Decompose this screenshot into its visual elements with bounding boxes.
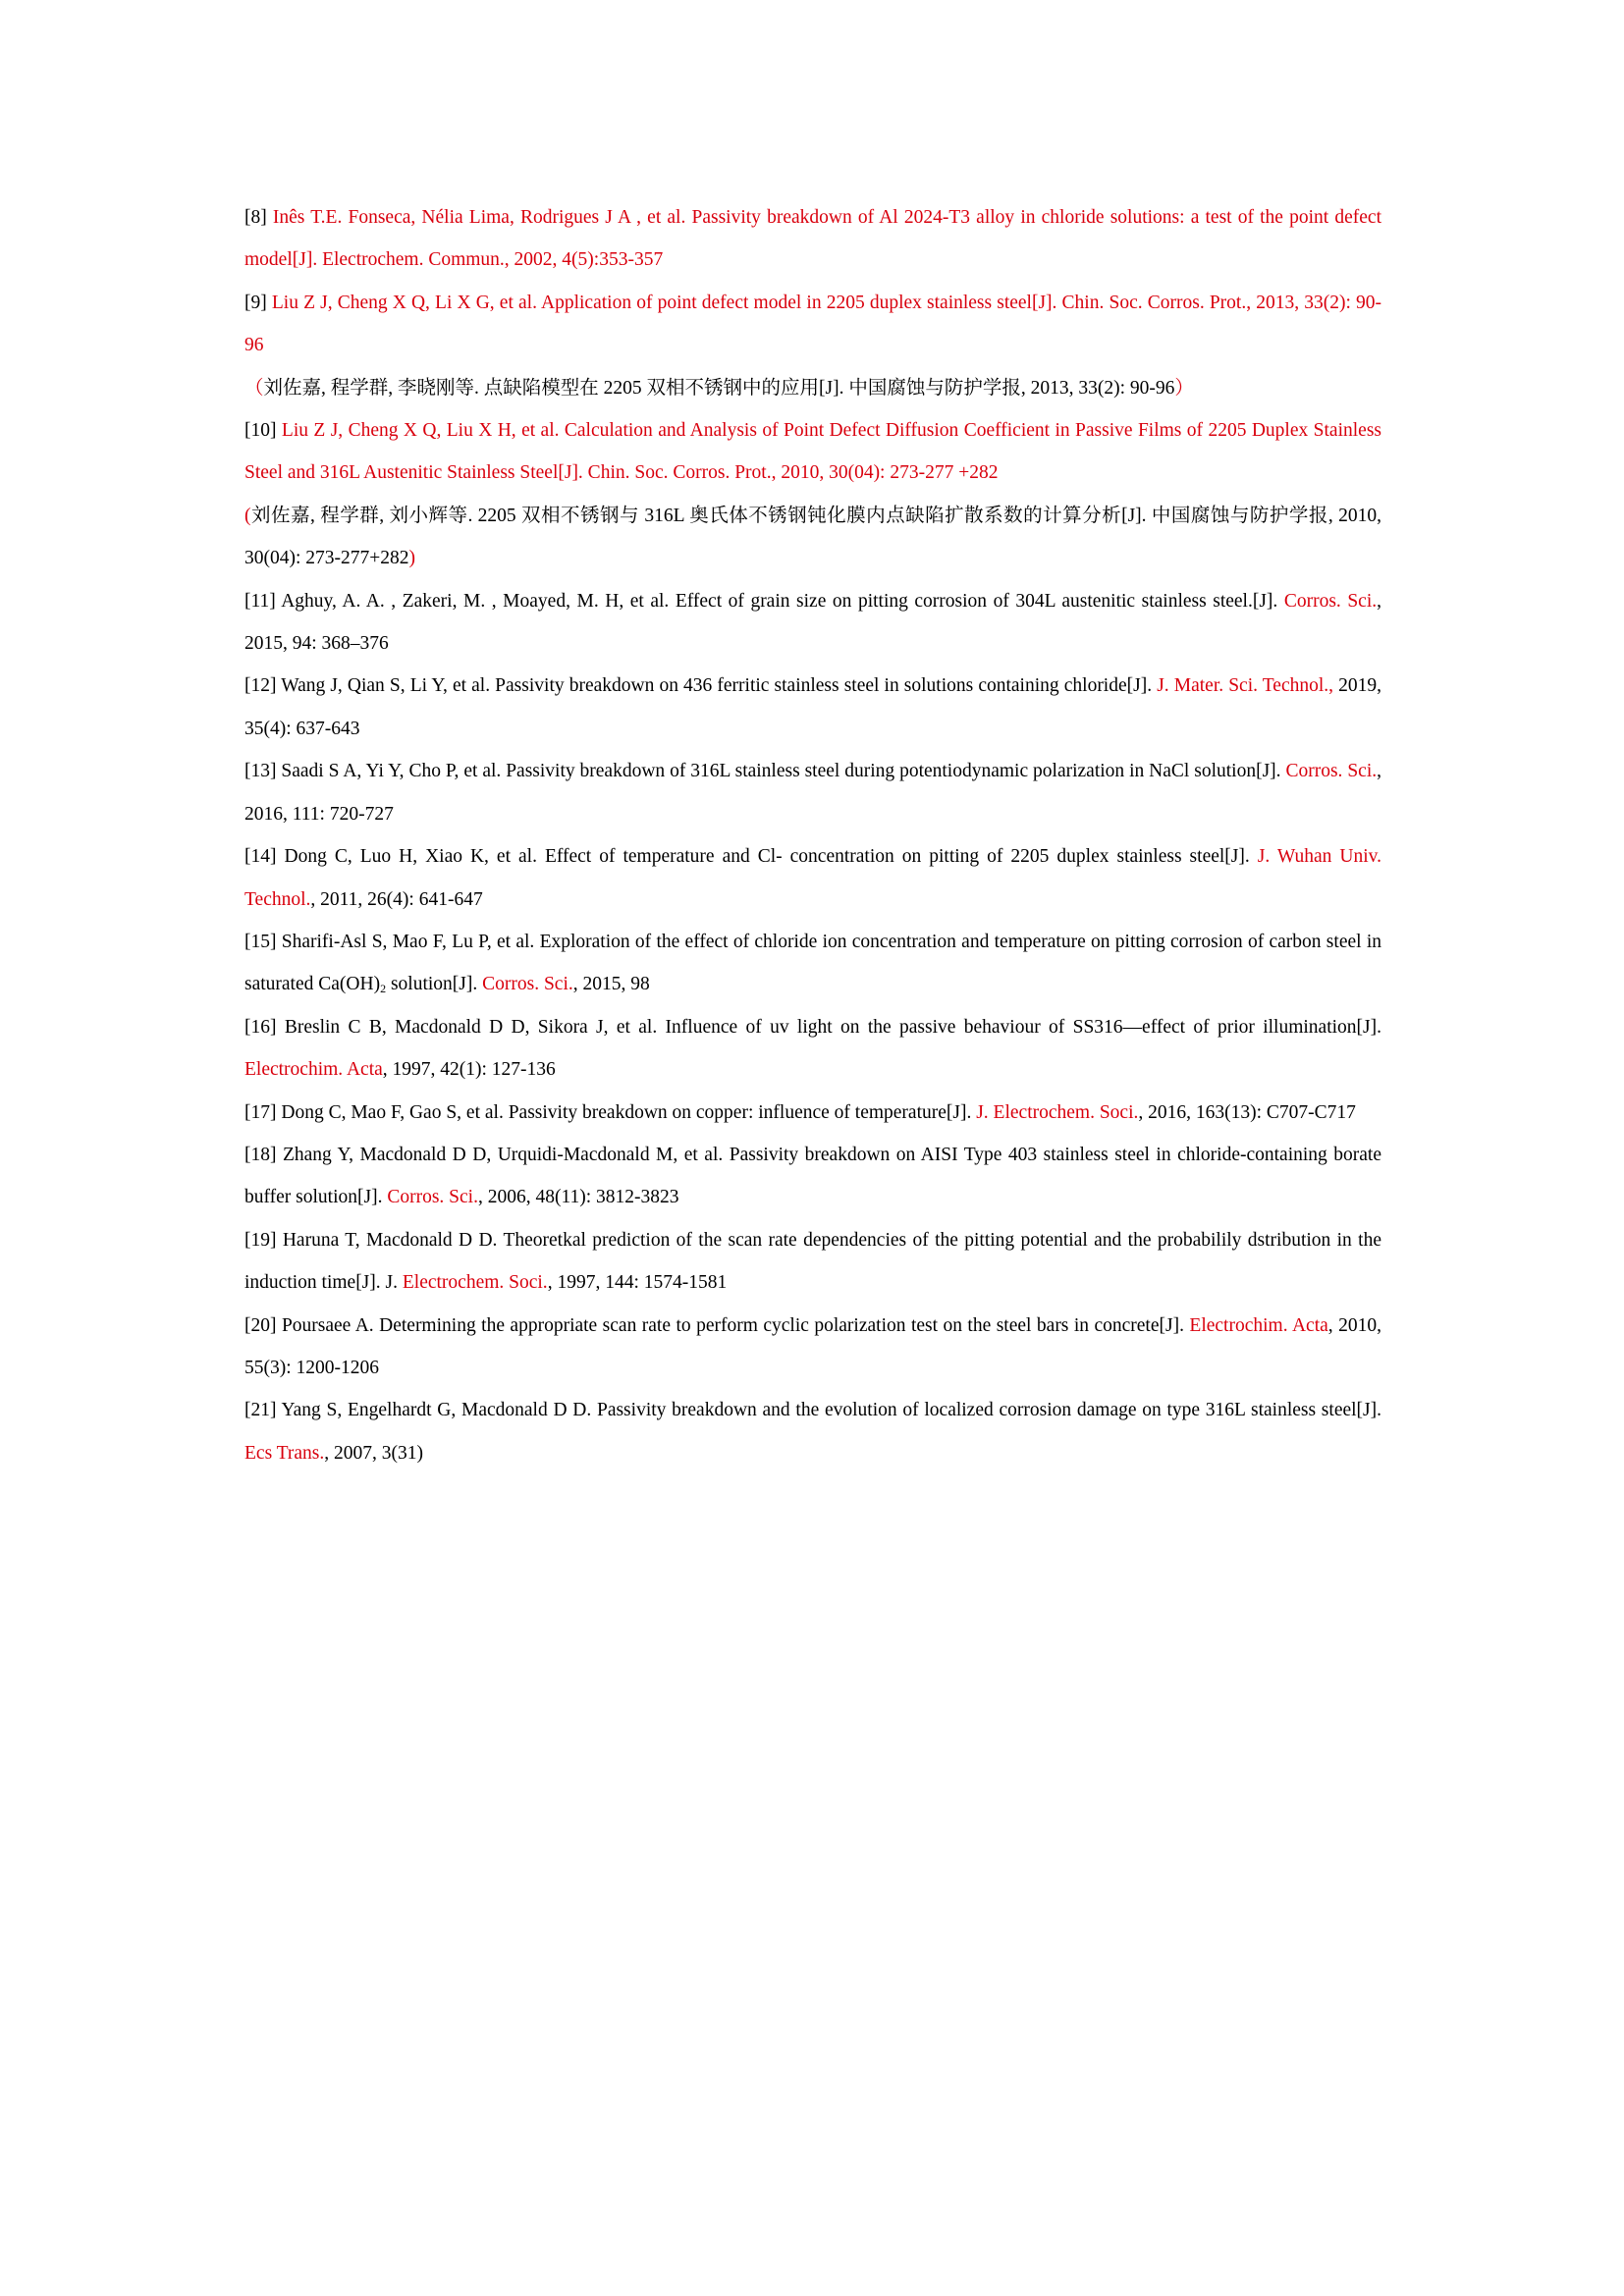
- reference-text: , 2015, 94: 368–376: [244, 590, 1382, 655]
- reference-text: [16] Breslin C B, Macdonald D D, Sikora J, et al. Influence of uv light on the passive behaviour of SS316—effect of prior illumination[J].: [244, 1016, 1381, 1038]
- reference-text: , 2010, 55(3): 1200-1206: [244, 1314, 1381, 1378]
- reference-entry: [244, 196, 1381, 282]
- reference-highlight-text: Electrochem. Soci.: [402, 1272, 548, 1294]
- reference-list: [244, 196, 1381, 1474]
- reference-text: [17] Dong C, Mao F, Gao S, et al. Passivity breakdown on copper: influence of temperature[J].: [244, 1101, 977, 1123]
- reference-highlight-text: (: [244, 505, 251, 526]
- reference-highlight-text: Liu Z J, Cheng X Q, Li X G, et al. Application of point defect model in 2205 duplex stainless steel[J]. Chin. Soc. Corros. Prot., 2013, 33(2): 90-96: [244, 292, 1381, 356]
- reference-entry: [244, 282, 1381, 367]
- reference-text: , 1997, 42(1): 127-136: [382, 1059, 556, 1081]
- reference-text: , 2007, 3(31): [324, 1442, 424, 1464]
- reference-text: 2: [380, 982, 387, 996]
- reference-text: , 2011, 26(4): 641-647: [310, 888, 483, 910]
- reference-highlight-text: Ecs Trans.: [244, 1442, 325, 1464]
- reference-highlight-text: Corros. Sci.: [387, 1187, 478, 1208]
- reference-text: , 1997, 144: 1574-1581: [547, 1272, 728, 1294]
- reference-entry: [244, 367, 1381, 409]
- reference-highlight-text: （: [244, 377, 264, 399]
- reference-text: [21] Yang S, Engelhardt G, Macdonald D D. Passivity breakdown and the evolution of localized corrosion damage on type 316L stainless steel[J].: [244, 1400, 1381, 1421]
- reference-entry: [244, 409, 1381, 495]
- reference-highlight-text: J. Mater. Sci. Technol.,: [1157, 675, 1334, 697]
- reference-text: [20] Poursaee A. Determining the appropriate scan rate to perform cyclic polarization test on the steel bars in concrete[J].: [244, 1314, 1190, 1336]
- reference-text: [13] Saadi S A, Yi Y, Cho P, et al. Passivity breakdown of 316L stainless steel during potentiodynamic polarization in NaCl solution[J].: [244, 761, 1286, 782]
- reference-text: [14] Dong C, Luo H, Xiao K, et al. Effect of temperature and Cl- concentration on pitting of 2205 duplex stainless steel[J].: [244, 846, 1258, 868]
- reference-entry: [244, 1092, 1381, 1134]
- reference-highlight-text: Liu Z J, Cheng X Q, Liu X H, et al. Calculation and Analysis of Point Defect Diffusion Coefficient in Passive Films of 2205 Duplex Stainless Steel and 316L Austenitic Stainless Steel[J]. Chin. Soc. Corros. Prot., 2010, 30(04): 273-277 +282: [244, 420, 1381, 484]
- reference-highlight-text: Electrochim. Acta: [244, 1059, 383, 1081]
- reference-highlight-text: ): [408, 548, 416, 569]
- reference-entry: [244, 921, 1381, 1006]
- reference-entry: [244, 1006, 1381, 1092]
- reference-entry: [244, 580, 1381, 666]
- reference-text: [12] Wang J, Qian S, Li Y, et al. Passivity breakdown on 436 ferritic stainless steel in solutions containing chloride[J].: [244, 675, 1158, 697]
- reference-text: [15] Sharifi-Asl S, Mao F, Lu P, et al. Exploration of the effect of chloride ion concentration and temperature on pitting corrosion of carbon steel in saturated Ca(OH): [244, 931, 1381, 995]
- reference-highlight-text: J. Wuhan Univ. Technol.: [244, 846, 1381, 910]
- reference-entry: [244, 495, 1381, 580]
- reference-entry: [244, 750, 1381, 835]
- reference-entry: [244, 665, 1381, 750]
- reference-highlight-text: Corros. Sci.: [1285, 761, 1378, 782]
- reference-text: 2019, 35(4): 637-643: [244, 675, 1382, 739]
- reference-text: solution[J].: [386, 974, 483, 995]
- reference-text: [19] Haruna T, Macdonald D D. Theoretkal prediction of the scan rate dependencies of the pitting potential and the probabilily dstribution in the induction time[J]. J.: [244, 1229, 1381, 1294]
- reference-highlight-text: Electrochim. Acta: [1189, 1314, 1328, 1336]
- reference-text: , 2016, 163(13): C707-C717: [1138, 1101, 1356, 1123]
- reference-highlight-text: J. Electrochem. Soci.: [976, 1101, 1139, 1123]
- reference-text: 刘佐嘉, 程学群, 刘小辉等. 2205 双相不锈钢与 316L 奥氏体不锈钢钝化膜内点缺陷扩散系数的计算分析[J]. 中国腐蚀与防护学报, 2010, 30(04): 273-277+282: [244, 505, 1381, 569]
- reference-text: [11] Aghuy, A. A. , Zakeri, M. , Moayed, M. H, et al. Effect of grain size on pitting corrosion of 304L austenitic stainless steel.[J].: [244, 590, 1284, 612]
- reference-text: , 2015, 98: [572, 974, 650, 995]
- reference-highlight-text: ）: [1174, 377, 1194, 399]
- reference-entry: [244, 835, 1381, 921]
- reference-highlight-text: Inês T.E. Fonseca, Nélia Lima, Rodrigues J A , et al. Passivity breakdown of Al 2024-T3 alloy in chloride solutions: a test of the point defect model[J]. Electrochem. Commun., 2002, 4(5):353-357: [244, 207, 1381, 271]
- reference-entry: [244, 1389, 1381, 1474]
- reference-text: [10]: [244, 420, 282, 442]
- reference-highlight-text: Corros. Sci.: [482, 974, 573, 995]
- reference-highlight-text: Corros. Sci.: [1283, 590, 1378, 612]
- reference-entry: [244, 1305, 1381, 1390]
- reference-text: 刘佐嘉, 程学群, 李晓刚等. 点缺陷模型在 2205 双相不锈钢中的应用[J]. 中国腐蚀与防护学报, 2013, 33(2): 90-96: [263, 377, 1175, 399]
- reference-text: , 2016, 111: 720-727: [244, 761, 1381, 825]
- reference-entry: [244, 1219, 1381, 1305]
- reference-text: [9]: [244, 292, 272, 313]
- reference-entry: [244, 1134, 1381, 1219]
- reference-text: [8]: [244, 207, 273, 228]
- reference-text: [18] Zhang Y, Macdonald D D, Urquidi-Macdonald M, et al. Passivity breakdown on AISI Type 403 stainless steel in chloride-containing borate buffer solution[J].: [244, 1144, 1381, 1208]
- reference-text: , 2006, 48(11): 3812-3823: [477, 1187, 679, 1208]
